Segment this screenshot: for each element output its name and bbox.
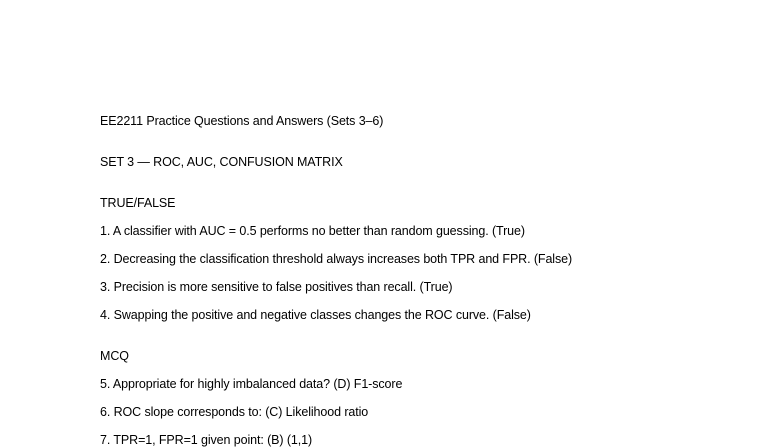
mcq-question-7: 7. TPR=1, FPR=1 given point: (B) (1,1) xyxy=(100,433,313,447)
mcq-question-6: 6. ROC slope corresponds to: (C) Likelihood ratio xyxy=(100,405,369,419)
document-title: EE2211 Practice Questions and Answers (Sets 3–6) xyxy=(100,114,384,128)
true-false-question-2: 2. Decreasing the classification threshold always increases both TPR and FPR. (False) xyxy=(100,252,573,266)
true-false-question-4: 4. Swapping the positive and negative classes changes the ROC curve. (False) xyxy=(100,308,531,322)
set-heading: SET 3 — ROC, AUC, CONFUSION MATRIX xyxy=(100,155,343,169)
true-false-question-1: 1. A classifier with AUC = 0.5 performs no better than random guessing. (True) xyxy=(100,224,525,238)
mcq-heading: MCQ xyxy=(100,349,129,363)
mcq-question-5: 5. Appropriate for highly imbalanced data? (D) F1-score xyxy=(100,377,403,391)
true-false-question-3: 3. Precision is more sensitive to false positives than recall. (True) xyxy=(100,280,453,294)
true-false-heading: TRUE/FALSE xyxy=(100,196,176,210)
